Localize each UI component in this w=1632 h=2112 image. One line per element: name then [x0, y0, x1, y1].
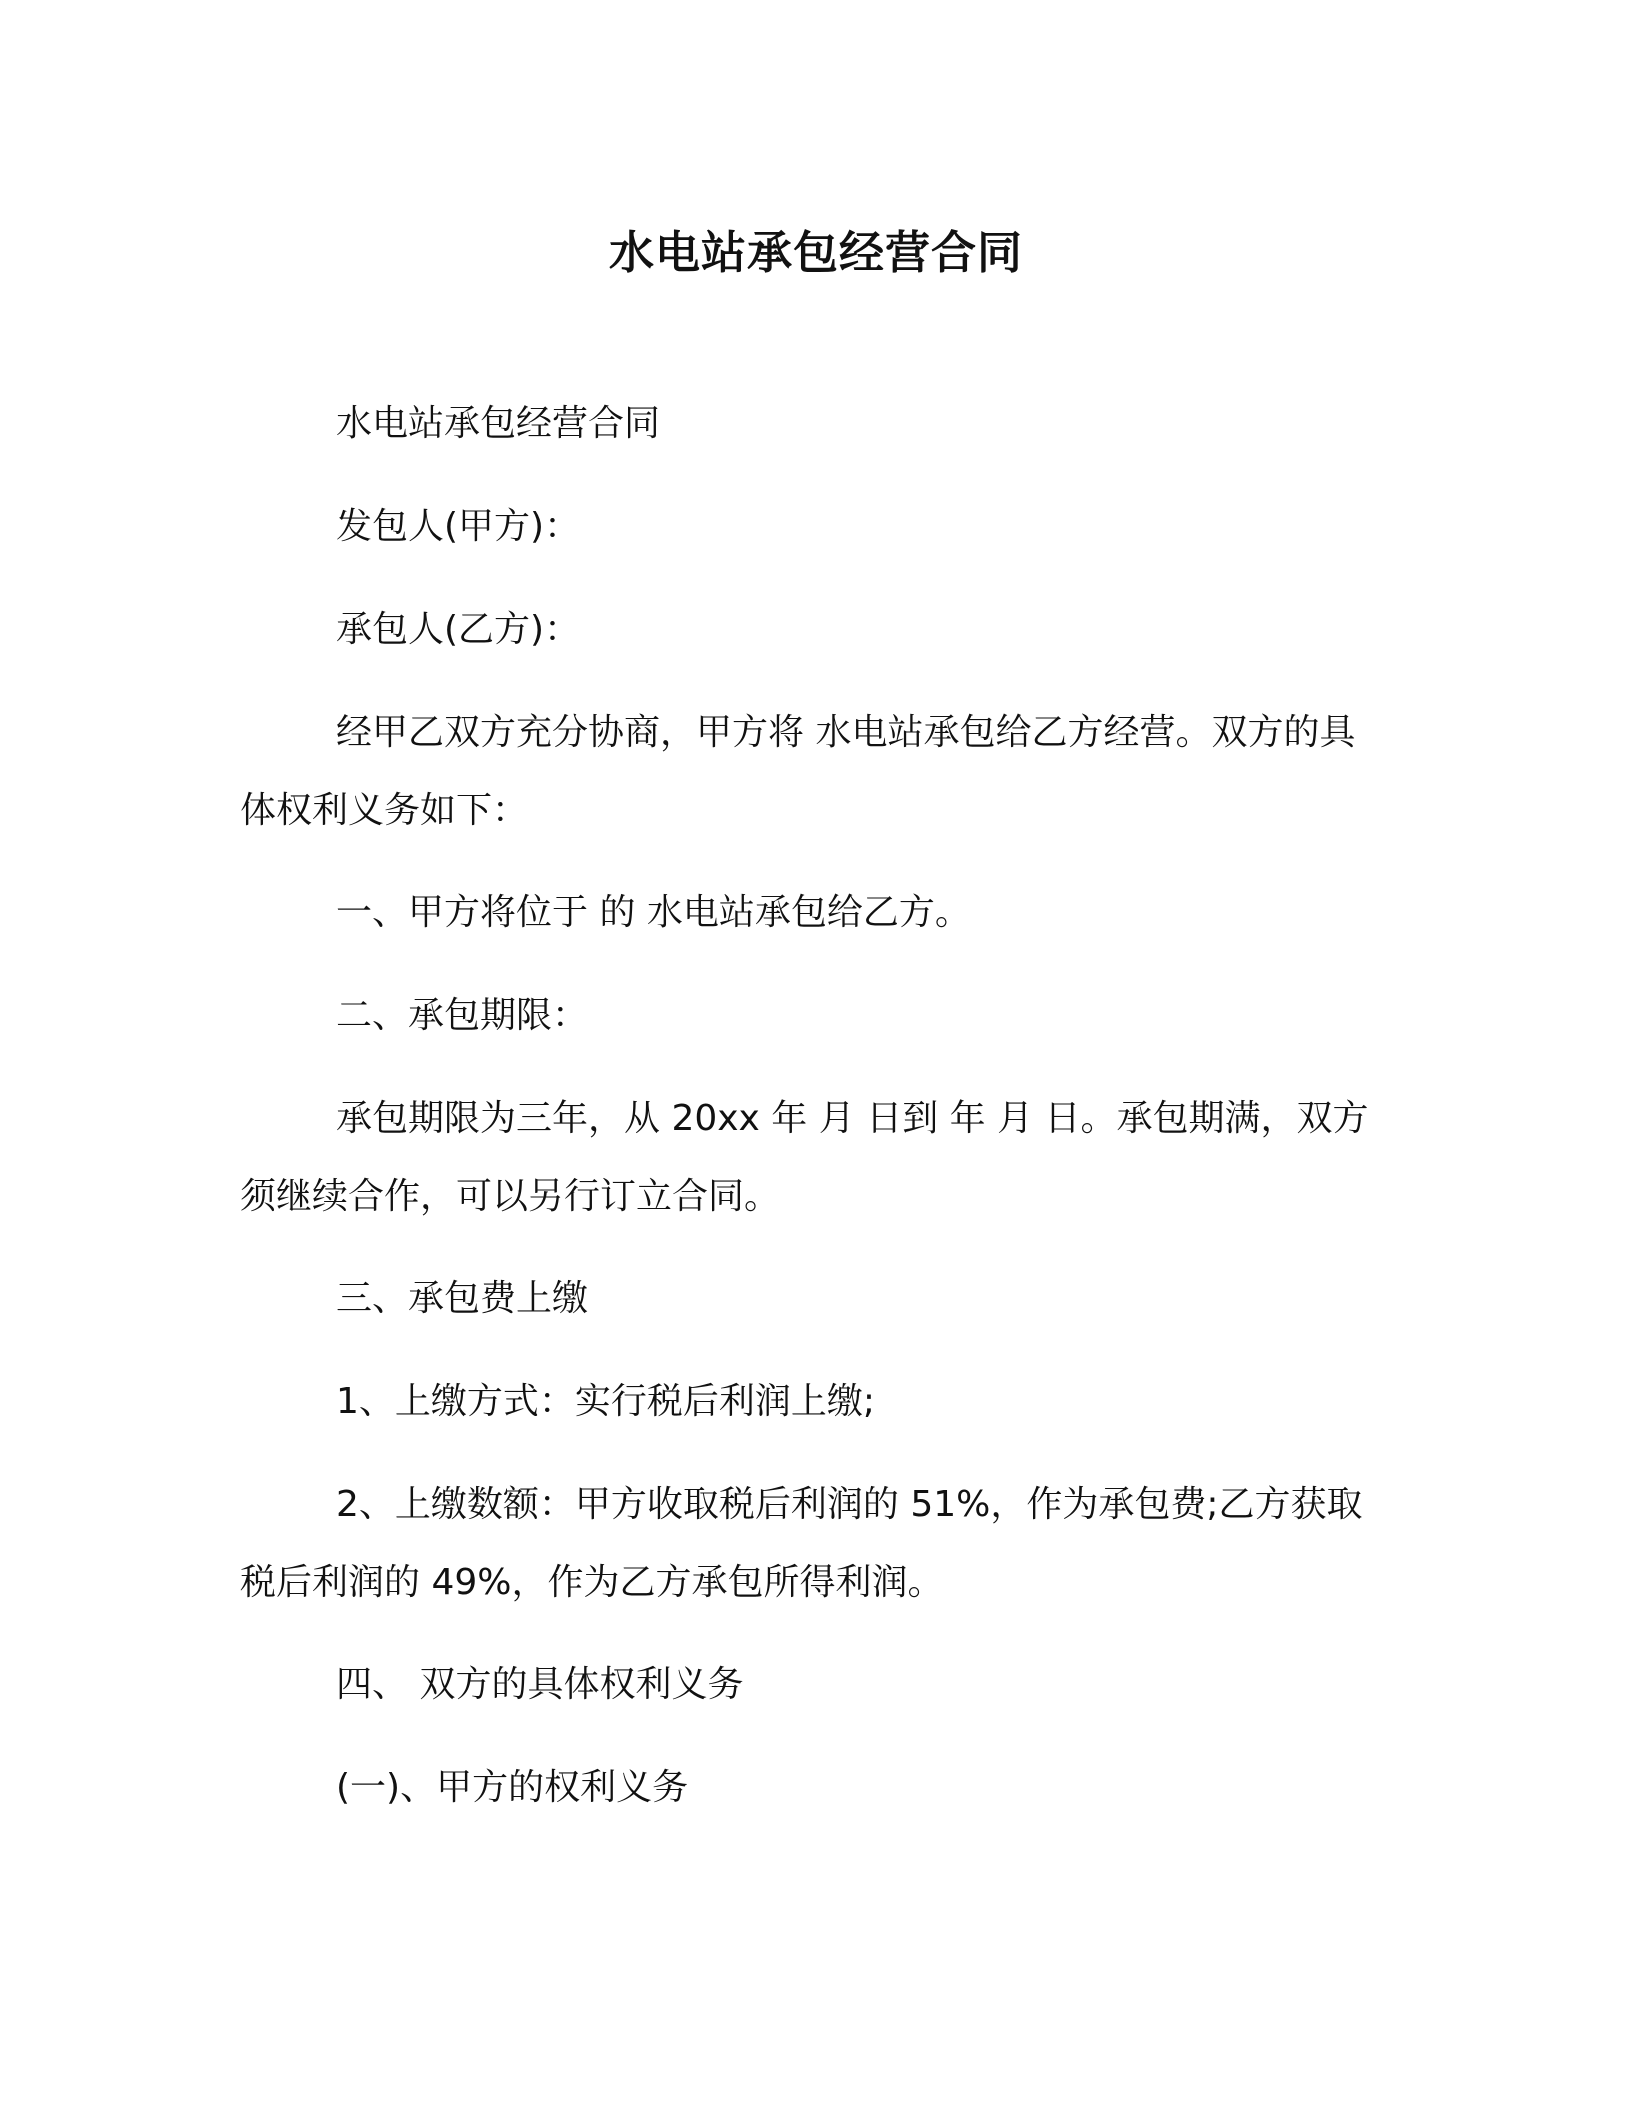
document-title: 水电站承包经营合同 [608, 226, 1023, 279]
paragraph-party-a-rights: (一)、甲方的权利义务 [336, 1767, 689, 1808]
paragraph-clause-4-heading: 四、 双方的具体权利义务 [336, 1664, 744, 1705]
paragraph-term: 承包期限为三年，从 20xx 年 月 日到 年 月 日。承包期满，双方须继续合作，可以另行订立合同。 [240, 1098, 1369, 1217]
paragraph-contract-name: 水电站承包经营合同 [336, 403, 661, 444]
paragraph-preamble: 经甲乙双方充分协商，甲方将 水电站承包给乙方经营。双方的具体权利义务如下： [240, 712, 1356, 831]
paragraph-clause-1: 一、甲方将位于 的 水电站承包给乙方。 [336, 892, 971, 933]
paragraph-payment-amount: 2、上缴数额：甲方收取税后利润的 51%，作为承包费;乙方获取税后利润的 49%，作为乙方承包所得利润。 [240, 1484, 1363, 1603]
paragraph-clause-2-heading: 二、承包期限： [336, 995, 589, 1036]
paragraph-clause-3-heading: 三、承包费上缴 [336, 1278, 589, 1319]
paragraph-party-a: 发包人(甲方)： [336, 506, 581, 547]
paragraph-payment-method: 1、上缴方式：实行税后利润上缴; [336, 1381, 876, 1422]
paragraph-party-b: 承包人(乙方)： [336, 609, 581, 650]
